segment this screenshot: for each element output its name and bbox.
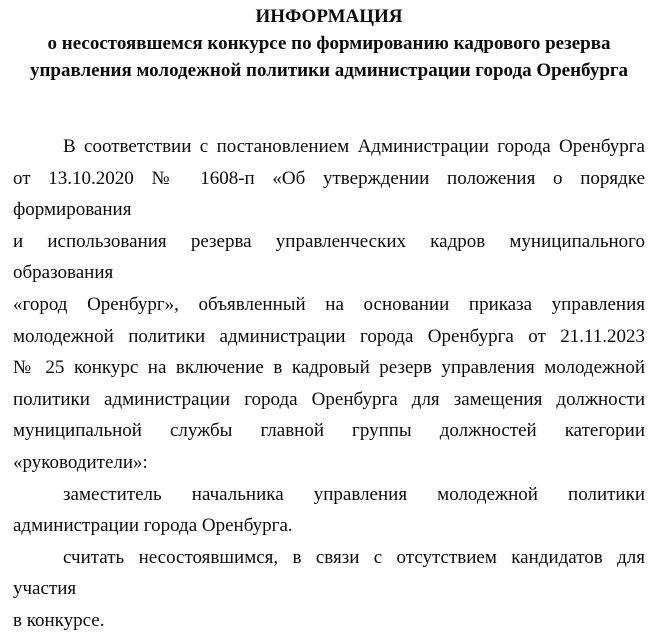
paragraph-line: муниципальной службы главной группы должностей категории — [13, 420, 645, 442]
paragraph-line: «город Оренбург», объявленный на основании приказа управления — [13, 293, 645, 315]
paragraph-line: заместитель начальника управления молодежной политики — [63, 483, 645, 505]
document-title-line: ИНФОРМАЦИЯ — [255, 6, 403, 27]
document-body — [13, 131, 645, 637]
paragraph — [13, 542, 645, 637]
paragraph — [13, 479, 645, 542]
paragraph-line: и использования резерва управленческих кадров муниципального образования — [13, 230, 645, 284]
paragraph-line: № 25 конкурс на включение в кадровый резерв управления молодежной — [13, 357, 645, 379]
document-title-line: о несостоявшемся конкурсе по формированию кадрового резерва — [47, 33, 611, 54]
paragraph-line: В соответствии с постановлением Администрации города Оренбурга — [63, 136, 645, 157]
paragraph-line: администрации города Оренбурга. — [13, 515, 293, 537]
paragraph-line: в конкурсе. — [13, 609, 105, 631]
paragraph-line: молодежной политики администрации города Оренбурга от 21.11.2023 — [13, 325, 645, 347]
document-title — [13, 3, 645, 84]
paragraph-line: «руководители»: — [13, 451, 148, 473]
paragraph-line: считать несостоявшимся, в связи с отсутствием кандидатов для участия — [13, 546, 645, 600]
paragraph — [13, 131, 645, 479]
document-title-line: управления молодежной политики администрации города Оренбурга — [29, 60, 629, 81]
paragraph-line: от 13.10.2020 № 1608-п «Об утверждении положения о порядке формирования — [13, 167, 645, 221]
paragraph-line: политики администрации города Оренбурга для замещения должности — [13, 388, 645, 410]
